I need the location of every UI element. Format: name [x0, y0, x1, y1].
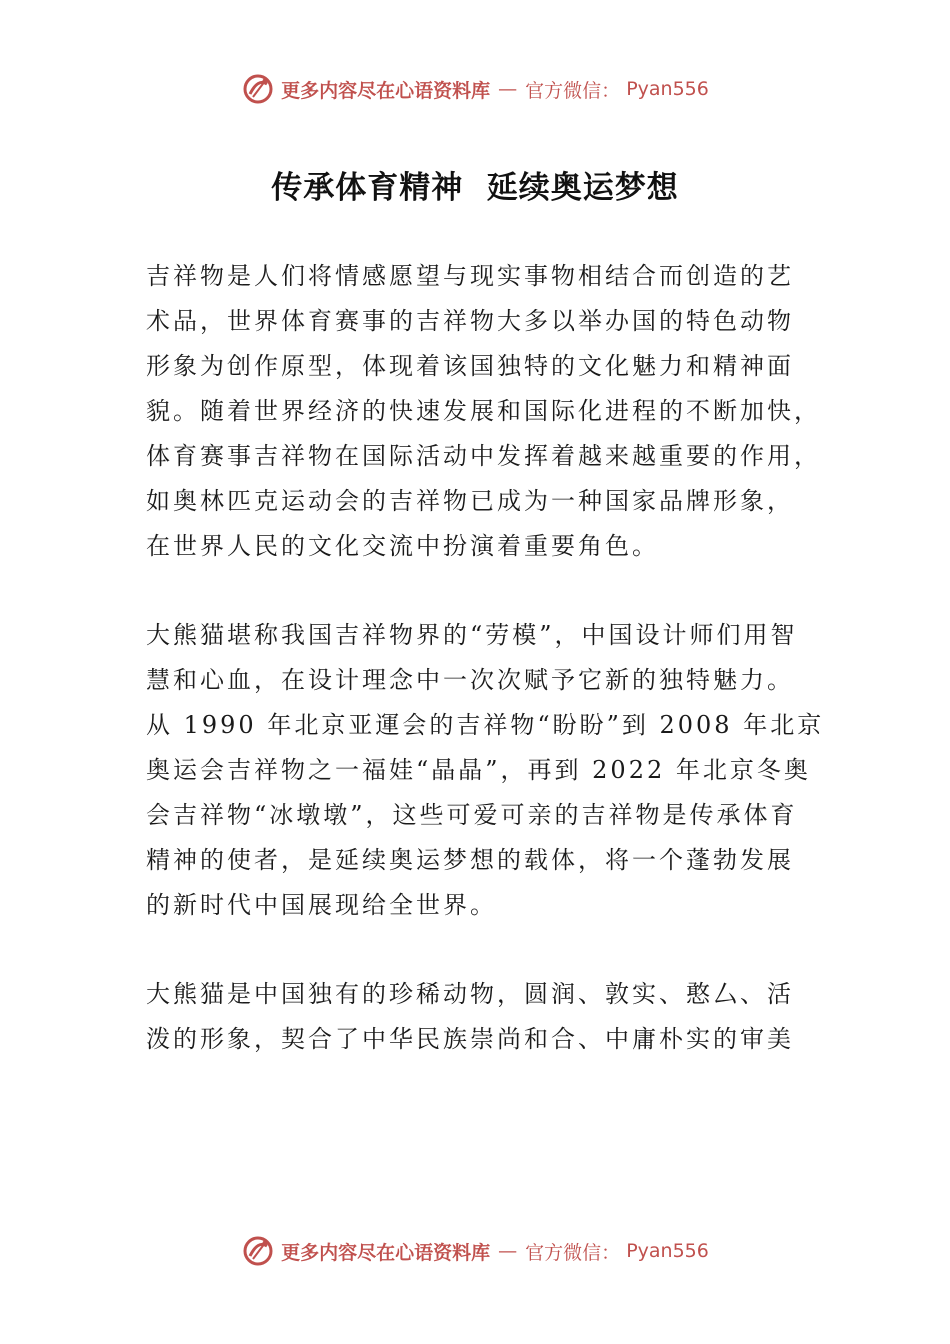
paragraph-2	[146, 613, 825, 928]
paragraph-1	[146, 254, 821, 569]
text-line: 大熊猫是中国独有的珍稀动物，圆润、敦实、憨厶、活	[146, 980, 794, 1008]
text-line: 会吉祥物“冰墩墩”，这些可爱可亲的吉祥物是传承体育	[146, 801, 798, 829]
text-line: 貌。随着世界经济的快速发展和国际化进程的不断加快，	[146, 397, 821, 425]
footer-banner	[0, 1234, 950, 1268]
banner-site-text: 更多内容尽在心语资料库	[281, 79, 491, 102]
paragraph-3	[146, 972, 816, 1062]
banner-site-text: 更多内容尽在心语资料库	[281, 1241, 491, 1264]
banner-dash: —	[498, 78, 518, 100]
banner-dash: —	[498, 1240, 518, 1262]
header-banner	[0, 72, 950, 106]
article-body	[146, 254, 825, 1106]
text-line: 在世界人民的文化交流中扮演着重要角色。	[146, 532, 659, 560]
text-line: 慧和心血，在设计理念中一次次赋予它新的独特魅力。	[146, 666, 794, 694]
banner-wechat-label: 官方微信：	[525, 79, 621, 102]
text-line: 精神的使者，是延续奥运梦想的载体，将一个蓬勃发展	[146, 846, 794, 874]
text-line: 奥运会吉祥物之一福娃“晶晶”，再到 2022 年北京冬奥	[146, 756, 811, 784]
page-title: 传承体育精神 延续奥运梦想	[271, 170, 679, 206]
text-line: 从 1990 年北京亚運会的吉祥物“盼盼”到 2008 年北京	[146, 711, 825, 739]
text-line: 的新时代中国展现给全世界。	[146, 891, 497, 919]
text-line: 吉祥物是人们将情感愿望与现实事物相结合而创造的艺	[146, 262, 794, 290]
logo-icon	[241, 1234, 275, 1268]
text-line: 术品，世界体育赛事的吉祥物大多以举办国的特色动物	[146, 307, 794, 335]
text-line: 如奥林匹克运动会的吉祥物已成为一种国家品牌形象，	[146, 487, 794, 515]
text-line: 大熊猫堪称我国吉祥物界的“劳模”，中国设计师们用智	[146, 621, 798, 649]
banner-wechat-label: 官方微信：	[525, 1241, 621, 1264]
banner-wechat-id: Pyan556	[626, 78, 709, 100]
text-line: 泼的形象，契合了中华民族崇尚和合、中庸朴实的审美	[146, 1025, 794, 1053]
logo-icon	[241, 72, 275, 106]
text-line: 形象为创作原型，体现着该国独特的文化魅力和精神面	[146, 352, 794, 380]
banner-wechat-id: Pyan556	[626, 1240, 709, 1262]
text-line: 体育赛事吉祥物在国际活动中发挥着越来越重要的作用，	[146, 442, 821, 470]
